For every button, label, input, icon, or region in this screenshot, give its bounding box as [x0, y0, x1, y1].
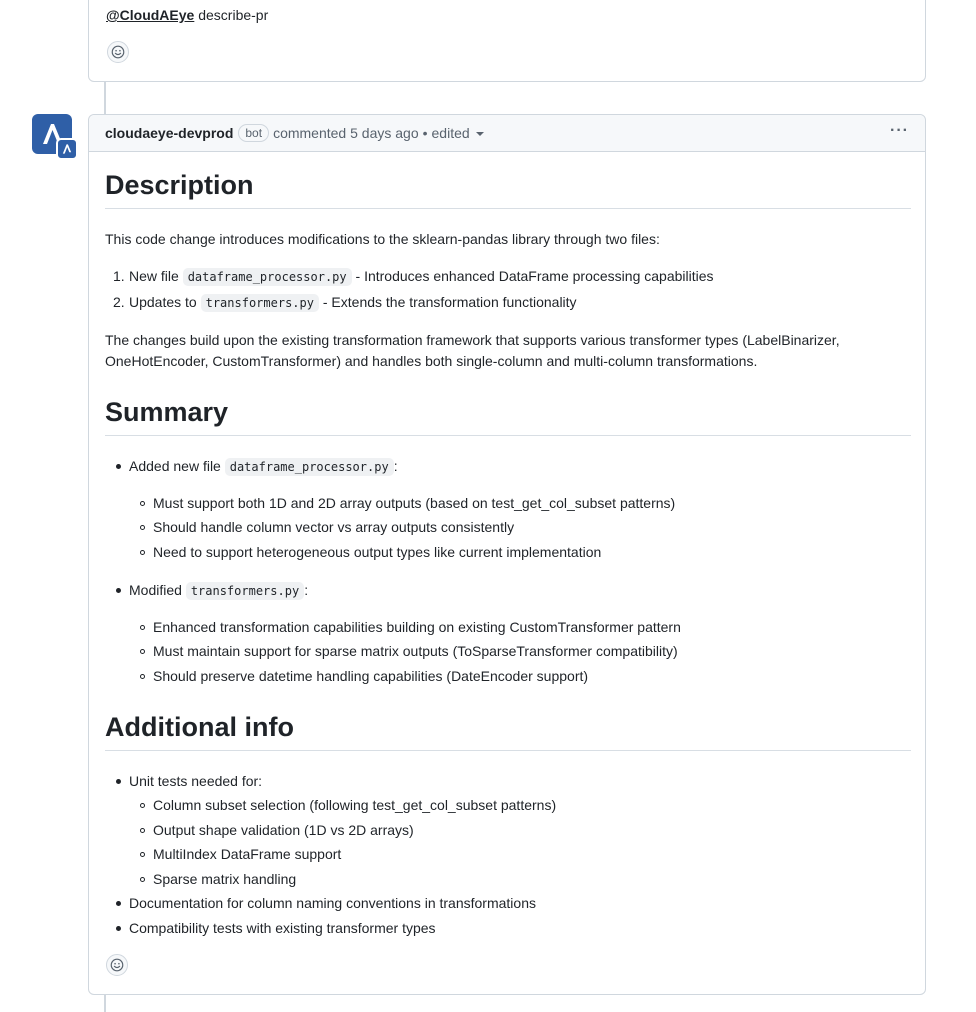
item-text: :: [304, 582, 309, 598]
command-text: describe-pr: [198, 7, 269, 23]
sub-list-item: Must maintain support for sparse matrix outputs (ToSparseTransformer compatibility): [153, 643, 678, 659]
list-item: [129, 267, 714, 286]
description-closing: [105, 330, 840, 372]
sub-list-item: Output shape validation (1D vs 2D arrays): [153, 822, 414, 838]
bot-label: bot: [238, 124, 269, 142]
add-reaction-button[interactable]: [107, 41, 129, 63]
inline-code: transformers.py: [186, 582, 304, 600]
sub-bullet: [140, 550, 145, 555]
list-item: [129, 581, 308, 600]
sub-list-item: Enhanced transformation capabilities building on existing CustomTransformer pattern: [153, 619, 681, 635]
description-heading: Description: [105, 168, 911, 209]
bot-badge-avatar: [56, 138, 78, 160]
item-text: - Introduces enhanced DataFrame processing capabilities: [355, 268, 714, 284]
bullet: [116, 926, 121, 931]
comment-timestamp[interactable]: 5 days ago: [350, 125, 419, 141]
closing-line: The changes build upon the existing transformation framework that supports various transformer types (LabelBinarizer,: [105, 332, 840, 348]
sub-bullet: [140, 674, 145, 679]
item-text: - Extends the transformation functionality: [322, 294, 577, 310]
list-number: 1.: [113, 268, 125, 284]
kebab-menu-icon[interactable]: ···: [890, 122, 909, 139]
sub-list-item: MultiIndex DataFrame support: [153, 846, 342, 862]
sub-bullet: [140, 649, 145, 654]
sub-bullet: [140, 501, 145, 506]
sub-list-item: Should preserve datetime handling capabilities (DateEncoder support): [153, 668, 589, 684]
additional-info-heading: Additional info: [105, 710, 911, 751]
sub-list-item: Column subset selection (following test_get_col_subset patterns): [153, 797, 557, 813]
summary-heading: Summary: [105, 395, 911, 436]
timeline-connector: [104, 82, 106, 114]
sub-bullet: [140, 852, 145, 857]
sub-list-item: Must support both 1D and 2D array outputs (based on test_get_col_subset patterns): [153, 495, 676, 511]
separator: •: [422, 125, 428, 141]
smiley-icon: [111, 45, 125, 59]
inline-code: dataframe_processor.py: [183, 268, 352, 286]
item-text: New file: [129, 268, 179, 284]
sub-list-item: Should handle column vector vs array outputs consistently: [153, 519, 515, 535]
comment-action: commented: [273, 125, 347, 141]
timeline-connector: [104, 995, 106, 1012]
item-text: Updates to: [129, 294, 197, 310]
user-mention-link[interactable]: @CloudAEye: [106, 7, 195, 23]
bullet: [116, 779, 121, 784]
add-reaction-button[interactable]: [106, 954, 128, 976]
list-number: 2.: [113, 294, 125, 310]
inline-code: dataframe_processor.py: [225, 458, 394, 476]
sub-bullet: [140, 877, 145, 882]
item-text: :: [393, 458, 398, 474]
edited-label: edited: [431, 125, 470, 141]
smiley-icon: [110, 958, 124, 972]
edited-dropdown[interactable]: [432, 125, 484, 141]
sub-bullet: [140, 828, 145, 833]
previous-comment-card: [88, 0, 926, 82]
item-text: Added new file: [129, 458, 221, 474]
bullet: [116, 901, 121, 906]
list-item: Compatibility tests with existing transformer types: [129, 920, 436, 936]
bullet: [116, 588, 121, 593]
list-item: [129, 457, 398, 476]
bullet: [116, 464, 121, 469]
closing-line: OneHotEncoder, CustomTransformer) and handles both single-column and multi-column transformations.: [105, 353, 758, 369]
comment-text: [106, 6, 268, 24]
bot-comment-card: [88, 114, 926, 995]
item-text: Modified: [129, 582, 182, 598]
sub-bullet: [140, 525, 145, 530]
list-item: Documentation for column naming conventions in transformations: [129, 895, 536, 911]
sub-bullet: [140, 803, 145, 808]
sub-list-item: Need to support heterogeneous output types like current implementation: [153, 544, 602, 560]
description-intro: This code change introduces modifications to the sklearn-pandas library through two files:: [105, 231, 660, 247]
caret-down-icon: [476, 132, 484, 136]
author-link[interactable]: cloudaeye-devprod: [105, 125, 234, 141]
cloudaeye-logo-icon: [61, 143, 73, 155]
sub-bullet: [140, 625, 145, 630]
inline-code: transformers.py: [201, 294, 319, 312]
comment-header: [89, 115, 925, 152]
sub-list-item: Sparse matrix handling: [153, 871, 297, 887]
list-item: [129, 293, 577, 312]
list-item: Unit tests needed for:: [129, 773, 263, 789]
